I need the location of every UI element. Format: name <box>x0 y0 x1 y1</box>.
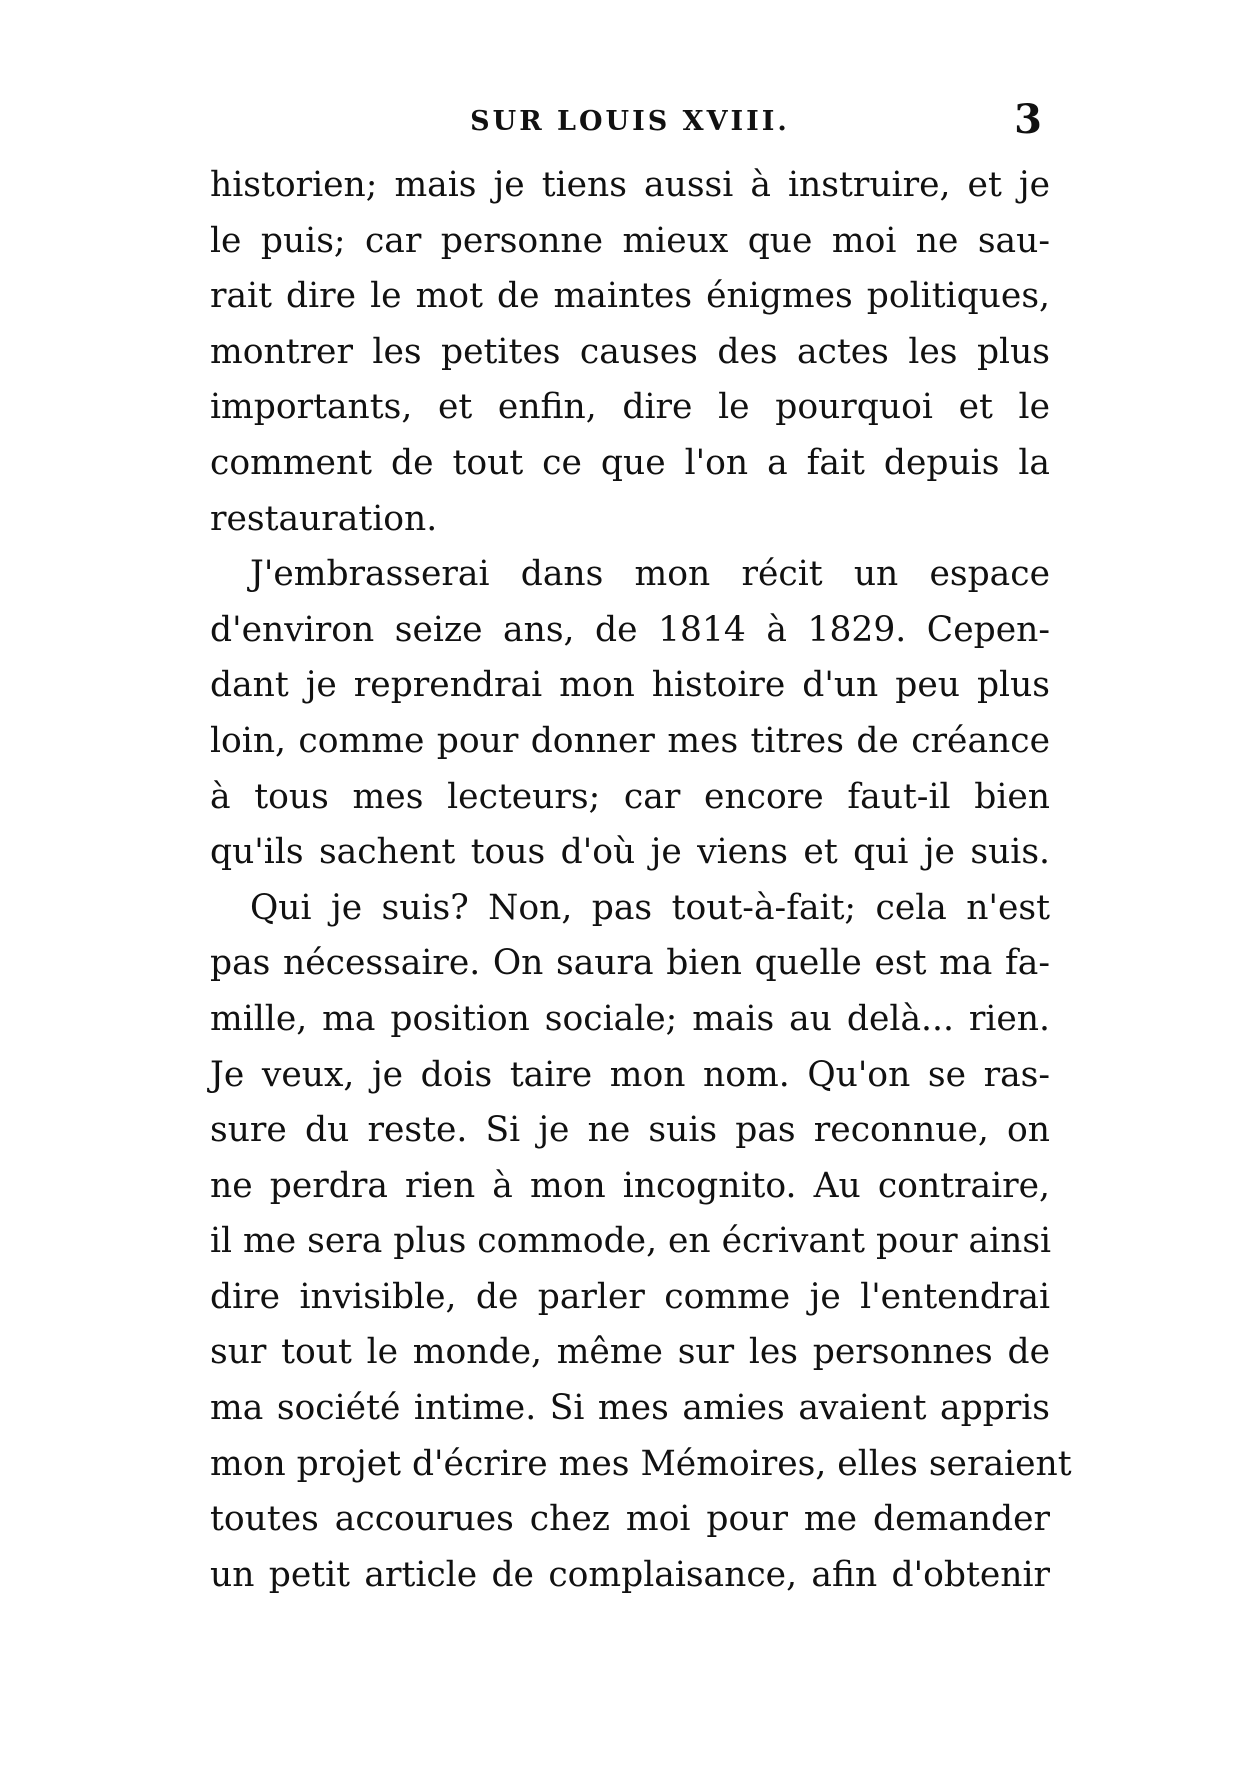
text-line: toutes accourues chez moi pour me demander <box>210 1499 1050 1540</box>
text-line: sur tout le monde, même sur les personnes de <box>210 1332 1050 1373</box>
page-header <box>210 96 1050 146</box>
running-title: SUR LOUIS XVIII. <box>470 106 790 137</box>
text-line: importants, et enfin, dire le pourquoi et le <box>210 387 1050 428</box>
text-line: d'environ seize ans, de 1814 à 1829. Cepen- <box>210 609 1050 650</box>
text-line: le puis; car personne mieux que moi ne sau- <box>210 220 1050 261</box>
paragraph-2 <box>210 547 1050 881</box>
text-line: il me sera plus commode, en écrivant pour ainsi <box>210 1221 1052 1262</box>
body-text <box>210 158 1072 1603</box>
text-line: un petit article de complaisance, afin d'obtenir <box>210 1554 1050 1595</box>
text-line: dire invisible, de parler comme je l'entendrai <box>210 1276 1050 1317</box>
text-line: ma société intime. Si mes amies avaient appris <box>210 1388 1050 1429</box>
text-line: ne perdra rien à mon incognito. Au contraire, <box>210 1165 1050 1206</box>
text-line: sure du reste. Si je ne suis pas reconnue, on <box>210 1110 1050 1151</box>
text-line: J'embrasserai dans mon récit un espace <box>250 554 1050 595</box>
paragraph-3 <box>210 881 1072 1604</box>
text-line: rait dire le mot de maintes énigmes politiques, <box>210 276 1050 317</box>
text-line: dant je reprendrai mon histoire d'un peu plus <box>210 665 1050 706</box>
text-line: pas nécessaire. On saura bien quelle est ma fa- <box>210 943 1050 984</box>
text-line: montrer les petites causes des actes les plus <box>210 331 1050 372</box>
text-line: Qui je suis? Non, pas tout-à-fait; cela n'est <box>250 887 1050 928</box>
text-line: qu'ils sachent tous d'où je viens et qui je suis. <box>210 832 1050 873</box>
text-line: Je veux, je dois taire mon nom. Qu'on se ras- <box>210 1054 1050 1095</box>
page-number: 3 <box>1014 96 1042 143</box>
text-line: à tous mes lecteurs; car encore faut-il bien <box>210 776 1050 817</box>
text-line: mon projet d'écrire mes Mémoires, elles seraient <box>210 1443 1072 1484</box>
text-line: mille, ma position sociale; mais au delà... rien. <box>210 998 1050 1039</box>
text-line: historien; mais je tiens aussi à instruire, et je <box>210 165 1050 205</box>
text-line: comment de tout ce que l'on a fait depuis la <box>210 442 1050 483</box>
text-line: loin, comme pour donner mes titres de créance <box>210 720 1050 761</box>
text-line: restauration. <box>210 498 438 539</box>
paragraph-1 <box>210 158 1050 547</box>
